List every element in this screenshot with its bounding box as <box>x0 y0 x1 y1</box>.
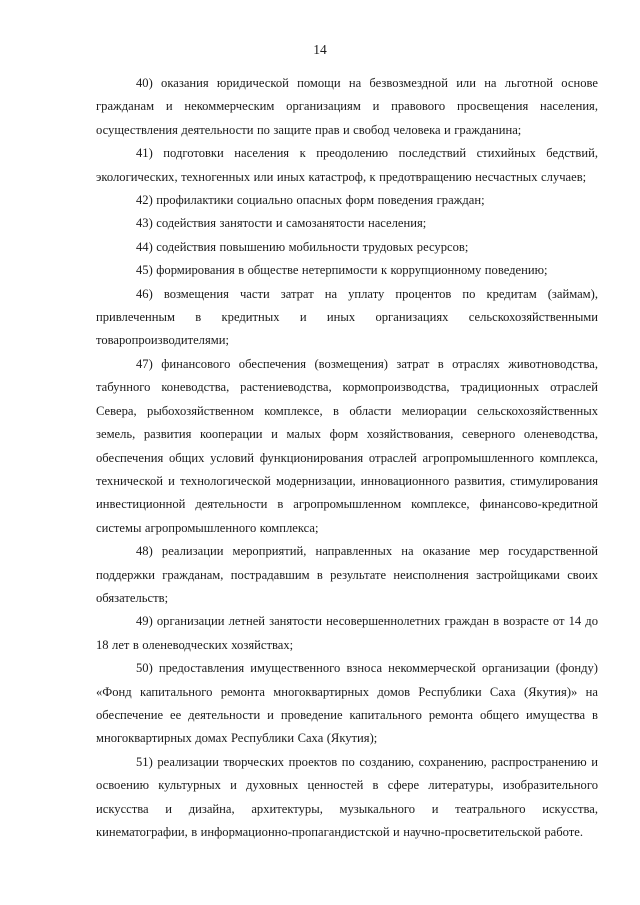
paragraph-item-51: 51) реализации творческих проектов по созданию, сохранению, распространению и освоению культурных и духовных ценностей в сфере литературы, изобразительного искусства и дизайна, архитектуры, музыкального и театрального искусства, кинематографии, в информационно-пропагандистской и научно-просветительской работе. <box>96 754 598 839</box>
paragraph-item-41: 41) подготовки населения к преодолению последствий стихийных бедствий, экологических, техногенных или иных катастроф, к предотвращению несчастных случаев; <box>96 146 598 184</box>
paragraph-item-42: 42) профилактики социально опасных форм поведения граждан; <box>136 193 485 208</box>
paragraph-item-48: 48) реализации мероприятий, направленных на оказание мер государственной поддержки гражданам, пострадавшим в результате неисполнения застройщиками своих обязательств; <box>96 544 598 605</box>
paragraph-item-47: 47) финансового обеспечения (возмещения) затрат в отраслях животноводства, табунного коневодства, растениеводства, кормопроизводства, традиционных отраслей Севера, рыбохозяйственном комплексе, в области мелиорации сельскохозяйственных земель, развития кооперации и малых форм хозяйствования, северного оленеводства, обеспечения общих условий функционирования отраслей агропромышленного комплекса, технической и технологической модернизации, инновационного развития, стимулирования инвестиционной деятельности в агропромышленном комплексе, финансово-кредитной системы агропромышленного комплекса; <box>96 356 598 535</box>
paragraph-item-49: 49) организации летней занятости несовершеннолетних граждан в возрасте от 14 до 18 лет в оленеводческих хозяйствах; <box>96 614 598 652</box>
paragraph-item-40: 40) оказания юридической помощи на безвозмездной или на льготной основе гражданам и некоммерческим организациям и правового просвещения населения, осуществления деятельности по защите прав и свобод человека и гражданина; <box>96 76 598 137</box>
paragraph-item-43: 43) содействия занятости и самозанятости населения; <box>136 216 427 231</box>
paragraph-item-45: 45) формирования в обществе нетерпимости к коррупционному поведению; <box>136 263 548 278</box>
paragraph-item-50: 50) предоставления имущественного взноса некоммерческой организации (фонду) «Фонд капитального ремонта многоквартирных домов Республики Саха (Якутия)» на обеспечение ее деятельности и проведение капитального ремонта общего имущества в многоквартирных домах Республики Саха (Якутия); <box>96 661 598 746</box>
paragraph-item-46: 46) возмещения части затрат на уплату процентов по кредитам (займам), привлеченным в кредитных и иных организациях сельскохозяйственными товаропроизводителями; <box>96 286 598 348</box>
paragraph-item-44: 44) содействия повышению мобильности трудовых ресурсов; <box>136 239 469 254</box>
page-number: 14 <box>313 42 327 57</box>
document-body <box>96 72 598 844</box>
